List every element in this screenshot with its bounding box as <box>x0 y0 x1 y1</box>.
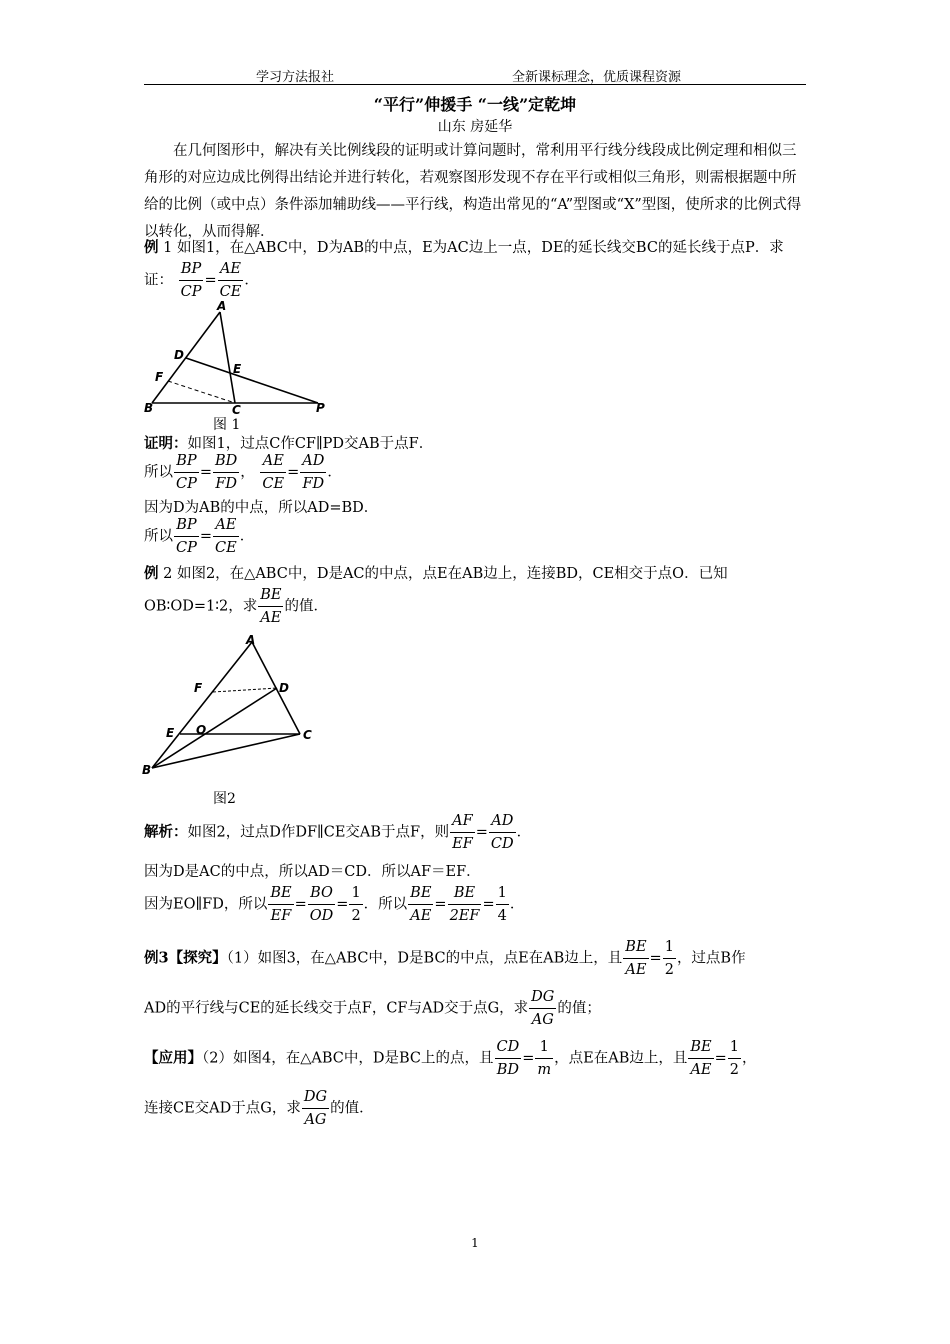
intro-paragraph: 在几何图形中，解决有关比例线段的证明或计算问题时，常利用平行线分线段成比例定理和相似三角形的对应边成比例得出结论并进行转化，若观察图形发现不存在平行或相似三角形，则需根据题中所给的比例（或中点）条件添加辅助线——平行线，构造出常见的“A”型图或“X”型图，使所求的比例式得以转化，从而得解． <box>144 143 802 240</box>
fig1-label-c: C <box>232 403 241 417</box>
fig1-label-b: B <box>144 401 154 415</box>
figure-2-caption: 图2 <box>213 791 236 807</box>
sol-text-1: 如图2，过点D作DF∥CE交AB于点F，则 <box>187 824 450 841</box>
fig1-label-f: F <box>155 370 164 384</box>
sol-label: 解析： <box>144 823 188 841</box>
sol-frac-h1: $\frac{BE}{AE}$ <box>410 885 432 924</box>
solution-line-3: 因为EO∥FD，所以 $\frac{BE}{EF}$ = $\frac{BO}{OD}$ = $\frac{1}{2}$ ．所以 $\frac{BE}{AE}$ = $\frac{BE}{2EF}$ = $\frac{1}{4}$ ． <box>144 885 525 924</box>
sol-frac-g1: $\frac{BE}{EF}$ <box>270 885 292 924</box>
ex3-frac-4: $\frac{BE}{AE}$ <box>690 1039 712 1078</box>
ex1-text: 如图1，在△ABC中，D为AB的中点，E为AC边上一点，DE的延长线交BC的延长线于点P．求证： <box>144 240 784 289</box>
ex3-text-3a: （2）如图4，在△ABC中，D是BC上的点，且 <box>202 1050 494 1067</box>
ex3-text-1b: ，过点B作 <box>676 950 746 967</box>
sol-text-3a: 因为EO∥FD，所以 <box>144 896 268 913</box>
ex1-fraction-1: $\frac{BP}{CP}$ <box>180 261 202 300</box>
page-number: 1 <box>471 1236 479 1250</box>
ex2-num: 2 <box>163 566 173 582</box>
header-right: 全新课标理念，优质课程资源 <box>512 70 682 85</box>
ex3-label: 例3【探究】 <box>144 949 227 967</box>
fig1-label-e: E <box>233 362 242 376</box>
ex3-text-2a: AD的平行线与CE的延长线交于点F，CF与AD交于点G，求 <box>144 1000 529 1017</box>
solution-line-1: 解析：如图2，过点D作DF∥CE交AB于点F，则 $\frac{AF}{EF}$ = $\frac{AD}{CD}$ ． <box>144 813 532 852</box>
ex3-text-4a: 连接CE交AD于点G，求 <box>144 1100 301 1117</box>
proof-frac-e: $\frac{BP}{CP}$ <box>176 517 197 556</box>
fig2-label-e: E <box>166 726 175 740</box>
ex3-app-label: 【应用】 <box>144 1049 202 1067</box>
ex3-frac-5: $\frac{DG}{AG}$ <box>303 1089 328 1128</box>
example-1: 例 1 如图1，在△ABC中，D为AB的中点，E为AC边上一点，DE的延长线交BC的延长线于点P．求证： $\frac{BP}{CP}$ = $\frac{AE}{CE}$ ． <box>144 239 784 300</box>
ex3-text-1a: （1）如图3，在△ABC中，D是BC的中点，点E在AB边上，且 <box>226 950 623 967</box>
ex3-frac-2: $\frac{DG}{AG}$ <box>531 989 555 1028</box>
proof-line-2: 所以 $\frac{BP}{CP}$ = $\frac{BD}{FD}$ ， $\frac{AE}{CE}$ = $\frac{AD}{FD}$ ． <box>144 453 342 492</box>
ex1-num: 1 <box>163 240 173 256</box>
fig2-label-a: A <box>246 633 256 647</box>
figure-1 <box>140 296 340 421</box>
proof-label: 证明： <box>144 435 188 452</box>
solution-line-2: 因为D是AC的中点，所以AD＝CD．所以AF＝EF． <box>144 864 481 880</box>
ex2-tail: 的值． <box>284 598 328 615</box>
author: 山东 房延华 <box>437 119 513 135</box>
ex3-text-4b: 的值． <box>330 1100 374 1117</box>
fig2-label-c: C <box>303 728 312 742</box>
proof-line-4: 所以 $\frac{BP}{CP}$ = $\frac{AE}{CE}$ ． <box>144 517 255 556</box>
example-3-line-4 <box>144 1090 374 1127</box>
example-3-line-1: 例3【探究】（1）如图3，在△ABC中，D是BC的中点，点E在AB边上，且 $\frac{BE}{AE}$ = $\frac{1}{2}$ ，过点B作 <box>144 939 746 978</box>
fig2-label-f: F <box>194 681 203 695</box>
sol-frac-h2: $\frac{BE}{2EF}$ <box>449 885 480 924</box>
ex3-frac-1: $\frac{BE}{AE}$ <box>625 939 647 978</box>
figure-1-caption: 图 1 <box>213 417 241 433</box>
proof-frac-d: $\frac{AD}{FD}$ <box>302 453 325 492</box>
fig1-label-d: D <box>174 348 184 362</box>
sol-text-3b: ．所以 <box>363 896 408 913</box>
fig1-label-a: A <box>217 299 227 313</box>
proof-text-1: 如图1，过点C作CF∥PD交AB于点F． <box>187 436 434 452</box>
fig2-label-o: O <box>196 723 207 737</box>
ex2-label: 例 <box>144 565 159 582</box>
fig2-label-b: B <box>142 763 152 777</box>
sol-frac-g2: $\frac{BO}{OD}$ <box>309 885 334 924</box>
example-3-line-3: 【应用】（2）如图4，在△ABC中，D是BC上的点，且 $\frac{CD}{BD}$ = $\frac{1}{m}$ ，点E在AB边上，且 $\frac{BE}{AE}$ = $\frac{1}{2}$ ， <box>144 1039 757 1078</box>
proof-so-1: 所以 <box>144 464 173 481</box>
ex3-text-3b: ，点E在AB边上，且 <box>554 1050 688 1067</box>
example-2-line-2 <box>144 588 328 625</box>
fig2-label-d: D <box>279 681 289 695</box>
sol-frac-2: $\frac{AD}{CD}$ <box>490 813 514 852</box>
header-left: 学习方法报社 <box>256 70 335 85</box>
ex1-fraction-2: $\frac{AE}{CE}$ <box>219 261 242 300</box>
proof-frac-b: $\frac{BD}{FD}$ <box>215 453 238 492</box>
ex3-frac-3v: $\frac{1}{m}$ <box>537 1039 552 1078</box>
ex1-label: 例 <box>144 239 159 256</box>
ex2-text: 如图2，在△ABC中，D是AC的中点，点E在AB边上，连接BD，CE相交于点O．已知 <box>176 566 728 582</box>
figure-2 <box>140 630 325 780</box>
header-rule <box>144 84 806 85</box>
example-3-line-2 <box>144 990 601 1027</box>
proof-frac-c: $\frac{AE}{CE}$ <box>262 453 285 492</box>
proof-line-3: 因为D为AB的中点，所以AD=BD． <box>144 500 379 516</box>
fig1-label-p: P <box>316 401 325 415</box>
ex3-frac-4v: $\frac{1}{2}$ <box>729 1039 739 1078</box>
example-2-line-1 <box>144 562 728 583</box>
sol-frac-h3: $\frac{1}{4}$ <box>497 885 507 924</box>
proof-line-1 <box>144 432 433 453</box>
ex3-frac-3: $\frac{CD}{BD}$ <box>496 1039 520 1078</box>
page-title: “平行”伸援手 “一线”定乾坤 <box>373 95 577 114</box>
proof-so-2: 所以 <box>144 528 173 545</box>
ex2-fraction: $\frac{BE}{AE}$ <box>260 587 282 626</box>
ex3-text-2b: 的值； <box>557 1000 601 1017</box>
proof-frac-a: $\frac{BP}{CP}$ <box>176 453 197 492</box>
ex3-frac-1v: $\frac{1}{2}$ <box>664 939 674 978</box>
ex2-line2: OB∶OD=1∶2，求 <box>144 598 258 615</box>
sol-frac-1: $\frac{AF}{EF}$ <box>452 813 473 852</box>
proof-frac-f: $\frac{AE}{CE}$ <box>215 517 237 556</box>
sol-frac-g3: $\frac{1}{2}$ <box>351 885 361 924</box>
